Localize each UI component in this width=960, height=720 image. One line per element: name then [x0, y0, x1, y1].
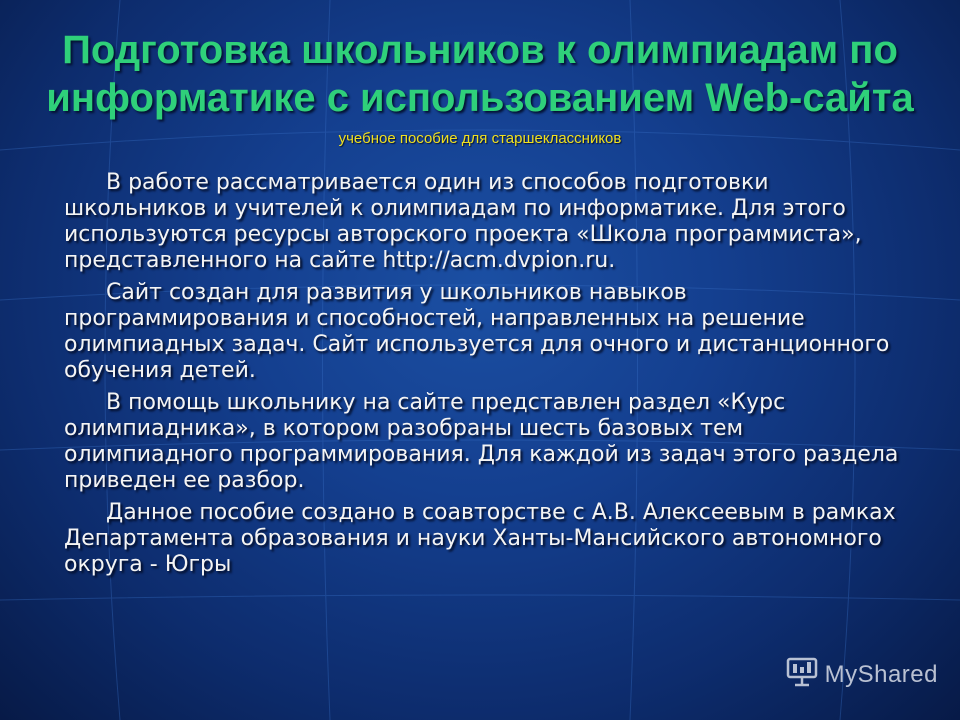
body-paragraph: В работе рассматривается один из способов подготовки школьников и учителей к олимпиадам по информатике. Для этого используются ресурсы авторского проекта «Школа программиста», представленного на сайте http://acm.dvpion.ru.	[64, 170, 862, 273]
slide-body	[64, 170, 914, 584]
body-paragraph: В помощь школьнику на сайте представлен раздел «Курс олимпиадника», в котором разобраны шесть базовых тем олимпиадного программирования. Для каждой из задач этого раздела приведен ее разбор.	[64, 390, 899, 493]
watermark-text: MyShared	[824, 660, 938, 688]
presentation-board-icon	[785, 657, 819, 692]
slide-title: Подготовка школьников к олимпиадам по информатике с использованием Web-сайта	[46, 28, 914, 120]
slide-subtitle: учебное пособие для старшеклассников	[338, 130, 622, 147]
watermark-logo	[785, 657, 938, 692]
body-paragraph: Сайт создан для развития у школьников навыков программирования и способностей, направленных на решение олимпиадных задач. Сайт используется для очного и дистанционного обучения детей.	[64, 280, 890, 383]
body-paragraph: Данное пособие создано в соавторстве с А.В. Алексеевым в рамках Департамента образования и науки Ханты-Мансийского автономного округа - Югры	[64, 500, 896, 577]
